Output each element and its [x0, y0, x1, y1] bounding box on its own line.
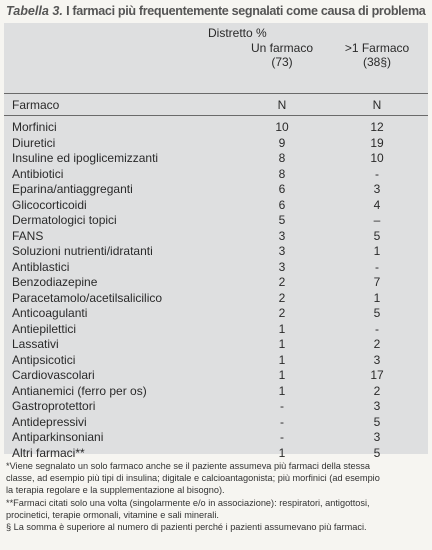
drug-table — [4, 23, 428, 460]
drug-name: Paracetamolo/acetilsalicilico — [12, 290, 163, 305]
multi-drug-count: 5 — [373, 228, 381, 243]
table-row — [4, 136, 428, 152]
drug-name: Altri farmaci** — [12, 445, 85, 460]
table-row — [4, 291, 428, 307]
table-row — [4, 198, 428, 214]
drug-name: Antibiotici — [12, 166, 64, 181]
single-drug-count: 1 — [278, 445, 286, 460]
single-drug-count: 1 — [278, 337, 286, 351]
drug-name: Glicocorticoidi — [12, 197, 87, 212]
multi-drug-count: 3 — [373, 430, 381, 444]
col1-unit: N — [277, 98, 287, 112]
drug-name: Anticoagulanti — [12, 306, 88, 320]
table-row — [4, 415, 428, 431]
multi-drug-count: 4 — [373, 197, 381, 212]
single-drug-count: - — [280, 430, 284, 444]
drug-name: FANS — [12, 228, 44, 243]
col2-unit: N — [372, 98, 382, 112]
table-row — [4, 229, 428, 245]
table-row — [4, 275, 428, 291]
table-row — [4, 260, 428, 276]
single-drug-count: 2 — [278, 290, 286, 305]
multi-drug-count: 2 — [373, 383, 381, 398]
multi-drug-count: 12 — [370, 120, 384, 134]
multi-drug-count: 19 — [370, 135, 384, 150]
single-drug-count: - — [280, 399, 284, 413]
drug-name: Cardiovascolari — [12, 368, 95, 382]
footnote-line: **Farmaci citati solo una volta (singolarmente e/o in associazione): respiratori, antigottosi, — [6, 497, 370, 508]
multi-drug-count: 5 — [373, 414, 381, 429]
farmaco-column-header: Farmaco — [12, 98, 60, 112]
single-drug-count: - — [280, 414, 284, 429]
footnote-line: la terapia regolare e la supplementazione al bisogno). — [6, 485, 225, 496]
table-row — [4, 399, 428, 415]
drug-name: Antianemici (ferro per os) — [12, 383, 147, 398]
single-drug-count: 5 — [278, 213, 286, 227]
multi-drug-count: – — [373, 213, 381, 227]
drug-name: Antiparkinsoniani — [12, 430, 104, 444]
single-drug-count: 8 — [278, 151, 286, 165]
drug-name: Eparina/antiaggreganti — [12, 182, 133, 196]
col2-header: >1 Farmaco — [344, 41, 410, 55]
header-rule-bottom — [4, 115, 428, 116]
col2-count: (38§) — [362, 55, 391, 69]
footnote-line: § La somma è superiore al numero di pazienti perché i pazienti assumevano più farmaci. — [6, 522, 367, 533]
drug-name: Dermatologici topici — [12, 213, 117, 227]
header-rule-top — [4, 93, 428, 94]
single-drug-count: 3 — [278, 259, 286, 274]
drug-name: Soluzioni nutrienti/idratanti — [12, 244, 153, 258]
single-drug-count: 8 — [278, 166, 286, 181]
table-caption: I farmaci più frequentemente segnalati come causa di problema — [62, 4, 426, 18]
table-row — [4, 322, 428, 338]
multi-drug-count: - — [375, 321, 379, 336]
table-row — [4, 337, 428, 353]
table-row — [4, 384, 428, 400]
multi-drug-count: 3 — [373, 399, 381, 413]
single-drug-count: 6 — [278, 182, 286, 196]
table-body — [4, 120, 428, 461]
table-row — [4, 353, 428, 369]
table-row — [4, 368, 428, 384]
table-row — [4, 213, 428, 229]
footnote-line: classe, ad esempio più tipi di insulina; digitale e calcioantagonista; più morfinici (ad esempio — [6, 473, 380, 484]
table-row — [4, 244, 428, 260]
col1-count: (73) — [271, 55, 293, 69]
multi-drug-count: 3 — [373, 182, 381, 196]
footnote-line: procinetici, terapie ormonali, vitamine e sali minerali. — [6, 509, 219, 520]
drug-name: Insuline ed ipoglicemizzanti — [12, 151, 159, 165]
multi-drug-count: 7 — [373, 275, 381, 289]
single-drug-count: 1 — [278, 321, 286, 336]
multi-drug-count: 5 — [373, 445, 381, 460]
single-drug-count: 1 — [278, 368, 286, 382]
table-row — [4, 430, 428, 446]
drug-name: Gastroprotettori — [12, 399, 96, 413]
table-number: Tabella 3. — [6, 4, 63, 18]
single-drug-count: 3 — [278, 244, 286, 258]
multi-drug-count: 10 — [370, 151, 384, 165]
single-drug-count: 10 — [275, 120, 289, 134]
table-title — [6, 3, 430, 19]
multi-drug-count: 1 — [373, 244, 381, 258]
multi-drug-count: 3 — [373, 352, 381, 367]
drug-name: Morfinici — [12, 120, 57, 134]
table-row — [4, 446, 428, 462]
single-drug-count: 3 — [278, 228, 286, 243]
drug-name: Antiepilettici — [12, 321, 77, 336]
multi-drug-count: - — [375, 166, 379, 181]
multi-drug-count: 17 — [370, 368, 384, 382]
col1-header: Un farmaco — [250, 41, 314, 55]
table-row — [4, 306, 428, 322]
drug-name: Antipsicotici — [12, 352, 76, 367]
table-footnotes — [6, 460, 430, 533]
group-header: Distretto % — [208, 26, 267, 40]
single-drug-count: 1 — [278, 352, 286, 367]
drug-name: Lassativi — [12, 337, 59, 351]
single-drug-count: 2 — [278, 306, 286, 320]
single-drug-count: 6 — [278, 197, 286, 212]
table-row — [4, 167, 428, 183]
single-drug-count: 9 — [278, 135, 286, 150]
drug-name: Antiblastici — [12, 259, 70, 274]
drug-name: Antidepressivi — [12, 414, 87, 429]
drug-name: Diuretici — [12, 135, 56, 150]
multi-drug-count: 1 — [373, 290, 381, 305]
single-drug-count: 1 — [278, 383, 286, 398]
single-drug-count: 2 — [278, 275, 286, 289]
table-row — [4, 120, 428, 136]
multi-drug-count: 2 — [373, 337, 381, 351]
drug-name: Benzodiazepine — [12, 275, 98, 289]
table-row — [4, 151, 428, 167]
multi-drug-count: 5 — [373, 306, 381, 320]
footnote-line: *Viene segnalato un solo farmaco anche se il paziente assumeva più farmaci della stessa — [6, 461, 370, 471]
table-row — [4, 182, 428, 198]
multi-drug-count: - — [375, 259, 379, 274]
